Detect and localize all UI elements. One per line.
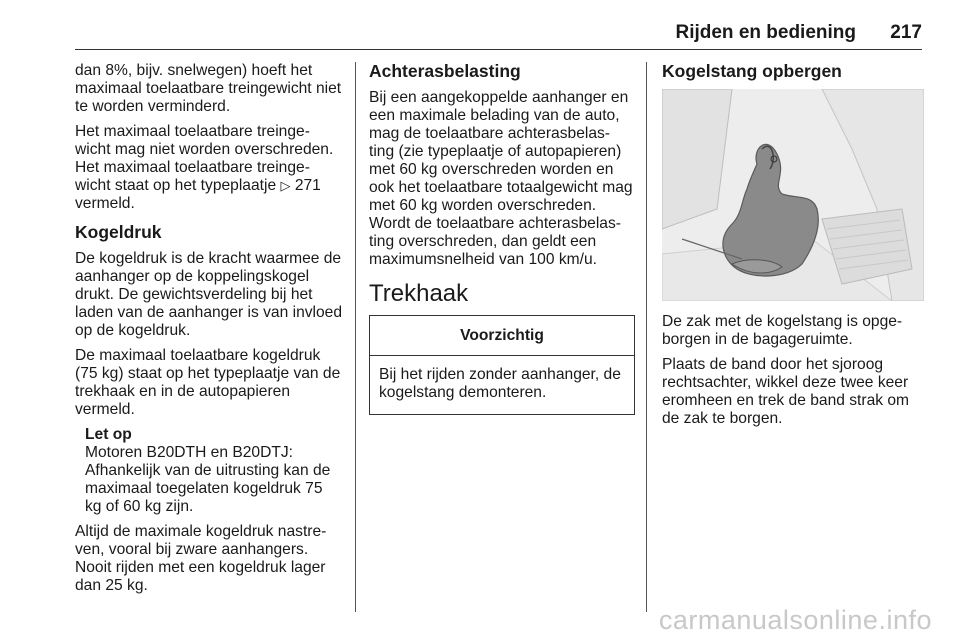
paragraph: dan 8%, bijv. snelwegen) hoeft het maximaal toelaatbare treingewicht niet te worden verminderd. bbox=[75, 62, 342, 115]
paragraph: De maximaal toelaatbare kogeldruk (75 kg) staat op het typeplaatje van de trekhaak en in de autopapieren vermeld. bbox=[75, 347, 341, 418]
note-title: Let op bbox=[85, 426, 132, 443]
section-heading-trekhaak: Trekhaak bbox=[369, 280, 469, 307]
heading-achterasbelasting: Achterasbelasting bbox=[369, 61, 521, 81]
column-middle bbox=[369, 62, 635, 415]
paragraph: Bij een aangekoppelde aanhanger en een maximale belading van de auto, mag de toelaatbare achterasbelas-ting (zie typeplaatje of autopapieren) met 60 kg overschreden worden en ook het toelaatbare totaalgewicht mag met 60 kg worden overschreden. Wordt de toelaatbare achterasbelas-ting overschreden, dan geldt een maximumsnelheid van 100 km/u. bbox=[369, 89, 633, 268]
paragraph: De zak met de kogelstang is opge-borgen in de bagageruimte. bbox=[662, 313, 903, 348]
column-left bbox=[75, 62, 343, 602]
heading-kogeldruk: Kogeldruk bbox=[75, 222, 162, 242]
page-number: 217 bbox=[890, 22, 922, 43]
watermark: carmanualsonline.info bbox=[658, 605, 932, 635]
warning-box bbox=[369, 315, 635, 415]
paragraph: De kogeldruk is de kracht waarmee de aanhanger op de koppelingskogel drukt. De gewichtsverdeling bij het laden van de aanhanger is van invloed op de kogeldruk. bbox=[75, 250, 343, 339]
illustration-trunk-bag bbox=[662, 89, 924, 301]
section-title: Rijden en bediening bbox=[675, 22, 856, 43]
warning-title: Voorzichtig bbox=[370, 316, 634, 356]
column-divider bbox=[646, 62, 647, 612]
note-body: Motoren B20DTH en B20DTJ: Afhankelijk van de uitrusting kan de maximaal toegelaten kogeldruk 75 kg of 60 kg zijn. bbox=[85, 444, 331, 515]
column-divider bbox=[355, 62, 356, 612]
paragraph-text: vermeld. bbox=[75, 195, 135, 212]
paragraph-text: Het maximaal toelaatbare treinge-wicht mag niet worden overschreden. Het maximaal toelaatbare treinge-wicht staat op het typeplaatje bbox=[75, 123, 334, 194]
arrow-right-icon: ▷ bbox=[280, 178, 291, 193]
heading-kogelstang-opbergen: Kogelstang opbergen bbox=[662, 61, 842, 81]
paragraph bbox=[75, 123, 343, 213]
note-box bbox=[85, 426, 343, 516]
page-reference: ▷ 271 bbox=[280, 177, 321, 194]
page-header bbox=[75, 22, 922, 48]
header-divider bbox=[75, 49, 922, 50]
paragraph: Plaats de band door het sjoroog rechtsachter, wikkel deze twee keer eromheen en trek de band strak om de zak te borgen. bbox=[662, 356, 910, 427]
trunk-bag-illustration bbox=[662, 89, 924, 301]
paragraph: Altijd de maximale kogeldruk nastre-ven, vooral bij zware aanhangers. Nooit rijden met een kogeldruk lager dan 25 kg. bbox=[75, 523, 327, 594]
warning-body: Bij het rijden zonder aanhanger, de kogelstang demonteren. bbox=[379, 366, 621, 401]
column-right bbox=[662, 62, 924, 435]
